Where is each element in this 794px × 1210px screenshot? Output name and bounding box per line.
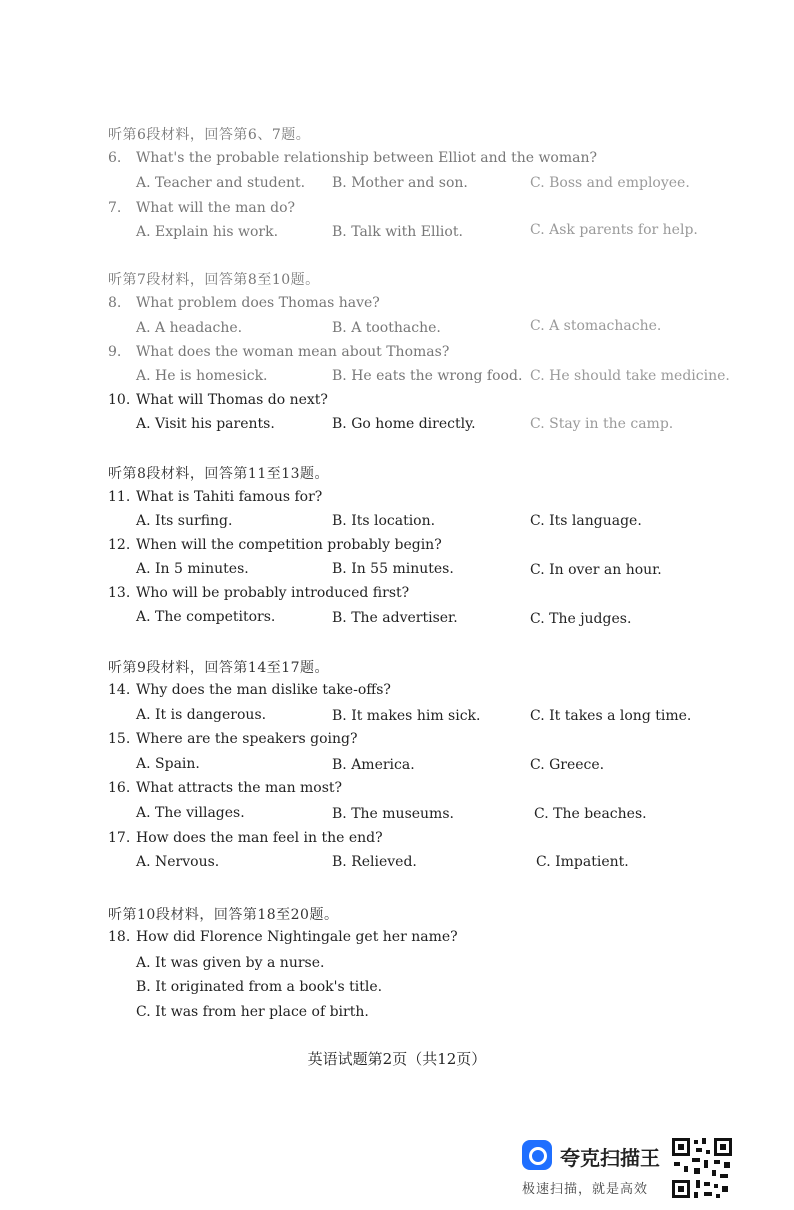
option: C. In over an hour. xyxy=(530,562,662,578)
question xyxy=(108,537,442,553)
question-text: What's the probable relationship between Elliot and the woman? xyxy=(136,150,598,166)
option: C. Its language. xyxy=(530,513,642,529)
section-heading: 听第10段材料，回答第18至20题。 xyxy=(108,907,339,923)
option: B. It originated from a book's title. xyxy=(136,979,383,995)
option: B. Mother and son. xyxy=(332,175,468,191)
option: A. Visit his parents. xyxy=(136,416,275,432)
question xyxy=(108,344,449,360)
option: C. It was from her place of birth. xyxy=(136,1004,369,1020)
question xyxy=(108,392,328,408)
question xyxy=(108,295,380,311)
question xyxy=(108,489,322,505)
section-heading: 听第6段材料，回答第6、7题。 xyxy=(108,127,311,143)
question xyxy=(108,780,342,796)
option: A. The villages. xyxy=(136,805,245,821)
option: B. The museums. xyxy=(332,806,454,822)
question-number: 12. xyxy=(108,537,131,553)
option: A. It is dangerous. xyxy=(136,707,267,723)
question-text: What is Tahiti famous for? xyxy=(136,489,323,505)
option: C. He should take medicine. xyxy=(530,368,730,384)
question xyxy=(108,830,383,846)
page-footer: 英语试题第2页（共12页） xyxy=(307,1050,487,1068)
question-number: 16. xyxy=(108,780,131,796)
question xyxy=(108,150,597,166)
option: A. He is homesick. xyxy=(136,368,268,384)
question-number: 8. xyxy=(108,295,122,311)
brand-slogan: 极速扫描，就是高效 xyxy=(522,1182,649,1197)
option: A. A headache. xyxy=(136,320,243,336)
question-text: Where are the speakers going? xyxy=(136,731,358,747)
option: B. America. xyxy=(332,757,415,773)
option: B. The advertiser. xyxy=(332,610,458,626)
option: C. Boss and employee. xyxy=(530,175,690,191)
option: A. Spain. xyxy=(136,756,200,772)
question-text: What problem does Thomas have? xyxy=(136,295,380,311)
quark-logo-icon xyxy=(522,1140,552,1170)
option: A. Teacher and student. xyxy=(136,175,306,191)
question-number: 18. xyxy=(108,929,131,945)
option: C. The judges. xyxy=(530,611,632,627)
question-text: When will the competition probably begin? xyxy=(136,537,442,553)
question-text: Why does the man dislike take-offs? xyxy=(136,682,391,698)
question xyxy=(108,682,391,698)
question-number: 14. xyxy=(108,682,131,698)
option: C. Greece. xyxy=(530,757,605,773)
option: B. Go home directly. xyxy=(332,416,476,432)
section-heading: 听第7段材料，回答第8至10题。 xyxy=(108,272,320,288)
qr-code-icon xyxy=(670,1136,734,1200)
section-heading: 听第9段材料，回答第14至17题。 xyxy=(108,660,330,676)
option: B. In 55 minutes. xyxy=(332,561,454,577)
question xyxy=(108,731,358,747)
option: B. Relieved. xyxy=(332,854,417,870)
option: C. Stay in the camp. xyxy=(530,416,674,432)
question-number: 15. xyxy=(108,731,131,747)
option: C. The beaches. xyxy=(534,806,647,822)
question-text: How did Florence Nightingale get her name? xyxy=(136,929,458,945)
question-text: Who will be probably introduced first? xyxy=(136,585,410,601)
option: A. Nervous. xyxy=(136,854,220,870)
option: C. It takes a long time. xyxy=(530,708,692,724)
option: B. Talk with Elliot. xyxy=(332,224,463,240)
question xyxy=(108,200,295,216)
section-heading: 听第8段材料，回答第11至13题。 xyxy=(108,466,330,482)
option: B. Its location. xyxy=(332,513,436,529)
option: B. A toothache. xyxy=(332,320,441,336)
option: C. Ask parents for help. xyxy=(530,222,698,238)
option: A. In 5 minutes. xyxy=(136,561,249,577)
question-text: What will Thomas do next? xyxy=(136,392,328,408)
option: A. The competitors. xyxy=(136,609,276,625)
question-number: 9. xyxy=(108,344,122,360)
option: A. Explain his work. xyxy=(136,224,279,240)
question-number: 13. xyxy=(108,585,131,601)
option: C. A stomachache. xyxy=(530,318,662,334)
option: C. Impatient. xyxy=(536,854,629,870)
option: A. Its surfing. xyxy=(136,513,233,529)
question xyxy=(108,929,458,945)
option: B. He eats the wrong food. xyxy=(332,368,523,384)
question-number: 7. xyxy=(108,200,122,216)
question-number: 10. xyxy=(108,392,131,408)
question-text: How does the man feel in the end? xyxy=(136,830,383,846)
question-text: What does the woman mean about Thomas? xyxy=(136,344,450,360)
question-text: What will the man do? xyxy=(136,200,296,216)
question-text: What attracts the man most? xyxy=(136,780,343,796)
option: A. It was given by a nurse. xyxy=(136,955,325,971)
question-number: 11. xyxy=(108,489,131,505)
brand-name: 夸克扫描王 xyxy=(560,1146,660,1170)
question xyxy=(108,585,409,601)
question-number: 6. xyxy=(108,150,122,166)
option: B. It makes him sick. xyxy=(332,708,481,724)
question-number: 17. xyxy=(108,830,131,846)
